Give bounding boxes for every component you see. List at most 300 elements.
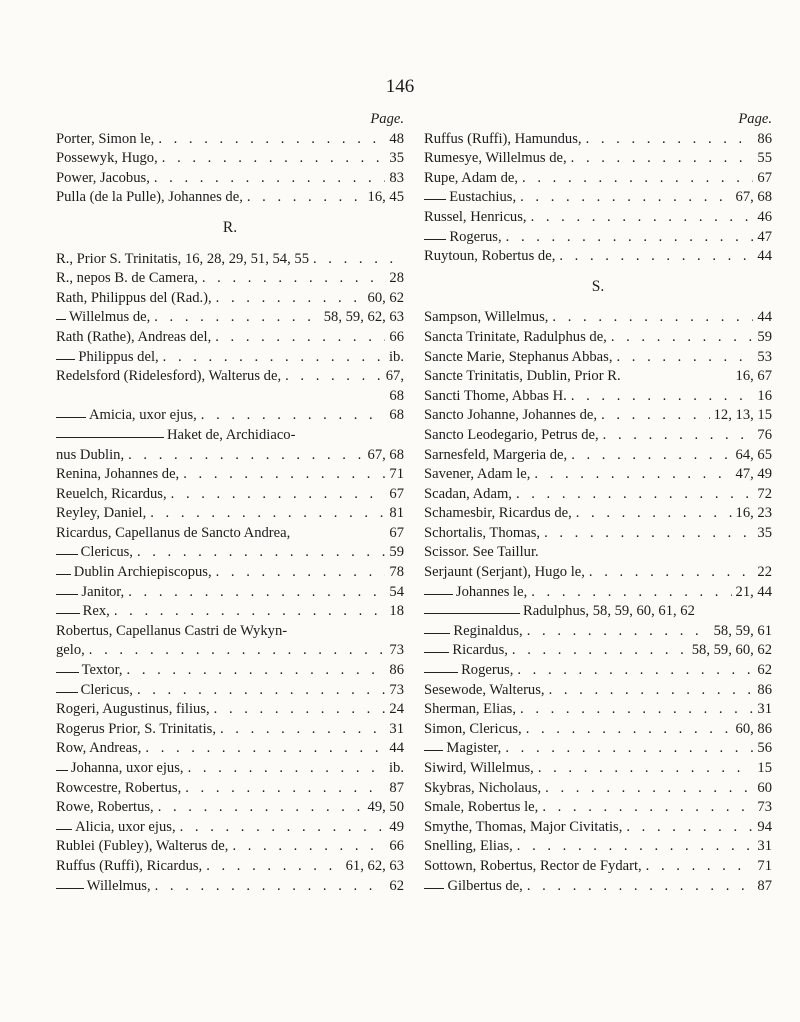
entry-pages: 44 xyxy=(757,248,772,265)
entry-name: Reuelch, Ricardus, xyxy=(56,485,167,502)
entry-name: Russel, Henricus, xyxy=(424,208,527,225)
entry-name: Rogerus, xyxy=(461,662,514,679)
dot-leaders xyxy=(89,641,386,661)
index-entry xyxy=(56,367,404,387)
dot-leaders xyxy=(527,877,754,897)
ditto-dash xyxy=(56,574,71,575)
index-entry xyxy=(424,798,772,818)
index-entry xyxy=(424,208,772,228)
entry-name: Sherman, Elias, xyxy=(424,701,517,718)
dot-leaders xyxy=(505,739,753,759)
index-entry xyxy=(56,818,404,838)
ditto-dash xyxy=(56,554,78,555)
index-entry xyxy=(424,700,772,720)
index-entry xyxy=(56,583,404,603)
ditto-dash xyxy=(424,199,446,200)
index-entry xyxy=(56,269,404,289)
index-entry xyxy=(424,641,772,661)
index-column-right xyxy=(424,110,772,896)
entry-pages: 48 xyxy=(389,130,404,147)
entry-name: Clericus, xyxy=(80,681,133,698)
index-entry xyxy=(56,779,404,799)
index-entry xyxy=(56,798,404,818)
index-entry xyxy=(56,857,404,877)
index-entry xyxy=(424,563,772,583)
index-entry xyxy=(424,228,772,248)
dot-leaders xyxy=(150,504,385,524)
dot-leaders xyxy=(183,465,385,485)
entry-name: Siwird, Willelmus, xyxy=(424,760,534,776)
index-entry xyxy=(424,524,772,544)
page-number: 146 xyxy=(385,76,415,97)
dot-leaders xyxy=(544,524,753,544)
dot-leaders xyxy=(603,426,754,446)
dot-leaders xyxy=(285,367,382,387)
index-entry xyxy=(56,700,404,720)
entry-pages: 49, 50 xyxy=(367,799,404,816)
entry-pages: 71 xyxy=(757,857,772,874)
entry-pages: 49 xyxy=(389,818,404,835)
ditto-dash xyxy=(424,613,520,614)
entry-pages: 56 xyxy=(757,740,772,757)
index-entry xyxy=(424,720,772,740)
entry-name: Reyley, Daniel, xyxy=(56,505,147,522)
entries-top-left xyxy=(56,130,404,208)
entry-name: Rublei (Fubley), Walterus de, xyxy=(56,838,229,855)
entry-pages: 28 xyxy=(389,270,404,287)
entry-name: Porter, Simon le, xyxy=(56,130,155,147)
index-entry xyxy=(424,583,772,603)
dot-leaders xyxy=(534,465,731,485)
entry-pages: 60, 62 xyxy=(367,289,404,306)
entry-pages: 67 xyxy=(389,524,404,541)
entry-pages: 81 xyxy=(389,505,404,522)
entry-name: Sancto Johanne, Johannes de, xyxy=(424,407,598,424)
ditto-dash xyxy=(424,633,450,634)
entry-pages: 86 xyxy=(389,662,404,679)
entry-pages: 73 xyxy=(389,681,404,698)
dot-leaders xyxy=(571,149,754,169)
entry-name: Ruffus (Ruffi), Ricardus, xyxy=(56,857,203,874)
entry-name: Rupe, Adam de, xyxy=(424,169,519,186)
entry-pages: 68 xyxy=(389,407,404,424)
entry-name: R., nepos B. de Camera, xyxy=(56,270,198,287)
index-entry xyxy=(424,247,772,267)
dot-leaders xyxy=(216,563,386,583)
entry-pages: 18 xyxy=(389,603,404,620)
dot-leaders xyxy=(158,130,385,150)
entry-pages: 53 xyxy=(757,348,772,365)
entry-pages: 76 xyxy=(757,426,772,443)
dot-leaders xyxy=(517,837,754,857)
index-entry xyxy=(56,837,404,857)
entry-name: Rumesye, Willelmus de, xyxy=(424,150,567,167)
ditto-dash xyxy=(56,672,79,673)
entry-pages: 54 xyxy=(389,583,404,600)
ditto-dash xyxy=(56,692,78,693)
dot-leaders xyxy=(247,188,364,208)
dot-leaders xyxy=(626,818,753,838)
dot-leaders xyxy=(611,328,754,348)
entry-pages: 12, 13, 15 xyxy=(713,407,772,424)
dot-leaders xyxy=(545,779,753,799)
index-entry xyxy=(424,857,772,877)
entry-pages: 78 xyxy=(389,564,404,581)
entry-name: Radulphus, 58, 59, 60, 61, 62 xyxy=(523,603,695,620)
ditto-dash xyxy=(424,750,443,751)
dot-leaders xyxy=(163,348,385,368)
entry-name: Alicia, uxor ejus, xyxy=(75,818,176,835)
entry-pages: 87 xyxy=(389,779,404,796)
entry-pages: 55 xyxy=(757,150,772,167)
dot-leaders xyxy=(646,857,754,877)
index-entry xyxy=(56,149,404,169)
entry-name: Johanna, uxor ejus, xyxy=(70,760,184,776)
page-column-label: Page. xyxy=(738,111,772,127)
index-entry xyxy=(424,130,772,150)
index-entry xyxy=(56,485,404,505)
entry-pages: 62 xyxy=(757,662,772,679)
entry-pages: 67 xyxy=(757,169,772,186)
ditto-dash xyxy=(424,672,458,673)
dot-leaders xyxy=(520,700,753,720)
index-entry xyxy=(424,681,772,701)
index-entry xyxy=(56,720,404,740)
entry-name: Sancti Thome, Abbas H. xyxy=(424,387,567,404)
index-entry xyxy=(56,130,404,150)
entry-name: Power, Jacobus, xyxy=(56,169,150,186)
ditto-dash xyxy=(56,594,78,595)
index-entry xyxy=(56,188,404,208)
entry-name: Ricardus, xyxy=(452,642,508,659)
dot-leaders xyxy=(154,169,386,189)
index-entry xyxy=(56,563,404,583)
entry-name: Amicia, uxor ejus, xyxy=(88,407,197,424)
entry-name: Willelmus, xyxy=(86,877,151,894)
entry-name: Rath, Philippus del (Rad.), xyxy=(56,289,212,306)
entry-pages: 73 xyxy=(757,799,772,816)
entry-pages: 67, 68 xyxy=(367,446,404,463)
entry-name: Sancte Marie, Stephanus Abbas, xyxy=(424,348,613,365)
ditto-dash xyxy=(424,652,449,653)
dot-leaders xyxy=(571,446,731,466)
entry-name: Schamesbir, Ricardus de, xyxy=(424,505,572,522)
dot-leaders xyxy=(188,759,385,779)
entry-pages: 31 xyxy=(389,720,404,737)
entry-name: Rex, xyxy=(82,603,110,620)
entry-pages: ib. xyxy=(389,348,404,365)
dot-leaders xyxy=(576,504,732,524)
dot-leaders xyxy=(531,583,731,603)
entry-name: Savener, Adam le, xyxy=(424,466,531,483)
dot-leaders xyxy=(171,485,386,505)
index-column-left xyxy=(56,110,404,896)
index-entry xyxy=(56,681,404,701)
entry-pages: 66 xyxy=(389,328,404,345)
ditto-dash xyxy=(56,829,72,830)
entry-name: Smythe, Thomas, Major Civitatis, xyxy=(424,818,623,835)
index-entry xyxy=(424,759,772,779)
entry-name: Sottown, Robertus, Rector de Fydart, xyxy=(424,857,642,874)
entry-name: Haket de, Archidiaco- xyxy=(167,426,296,443)
entry-name: Serjaunt (Serjant), Hugo le, xyxy=(424,564,585,581)
entry-pages: 47 xyxy=(757,228,772,245)
dot-leaders xyxy=(137,543,385,563)
dot-leaders xyxy=(516,485,753,505)
entry-pages: 86 xyxy=(757,130,772,147)
entry-pages: 72 xyxy=(757,485,772,502)
entry-pages: ib. xyxy=(389,760,404,776)
entry-name: Sesewode, Walterus, xyxy=(424,681,545,698)
entry-name: Sancto Leodegario, Petrus de, xyxy=(424,426,599,443)
dot-leaders xyxy=(512,641,688,661)
dot-leaders xyxy=(128,446,363,466)
entry-name: Gilbertus de, xyxy=(447,877,523,894)
dot-leaders xyxy=(517,661,753,681)
entry-name: Row, Andreas, xyxy=(56,740,142,757)
entry-name: Redelsford (Ridelesford), Walterus de, xyxy=(56,368,282,385)
index-entry xyxy=(56,446,404,466)
index-entry xyxy=(424,504,772,524)
entry-pages: 83 xyxy=(389,169,404,186)
index-entry xyxy=(424,543,772,563)
dot-leaders xyxy=(520,188,731,208)
entry-name: gelo, xyxy=(56,642,85,659)
entries-r xyxy=(56,250,404,897)
entry-name: Smale, Robertus le, xyxy=(424,799,539,816)
index-entry xyxy=(424,779,772,799)
entry-name: Rowe, Robertus, xyxy=(56,799,154,816)
entry-pages: 58, 59, 61 xyxy=(713,622,772,639)
index-entry xyxy=(424,348,772,368)
dot-leaders xyxy=(552,308,753,328)
entry-name: Sampson, Willelmus, xyxy=(424,309,549,326)
entry-pages: 59 xyxy=(757,328,772,345)
index-entry xyxy=(56,426,404,446)
entry-name: Johannes le, xyxy=(455,583,528,600)
dot-leaders xyxy=(162,149,386,169)
dot-leaders xyxy=(589,563,754,583)
dot-leaders xyxy=(154,308,319,328)
dot-leaders xyxy=(571,387,754,407)
entry-pages: 46 xyxy=(757,208,772,225)
entry-pages: 87 xyxy=(757,877,772,894)
entry-name: Scissor. See Taillur. xyxy=(424,544,539,561)
entry-name: Textor, xyxy=(81,662,123,679)
index-entry xyxy=(56,250,404,270)
dot-leaders xyxy=(202,269,386,289)
entry-pages: 15 xyxy=(757,760,772,776)
index-entry xyxy=(56,289,404,309)
ditto-dash xyxy=(424,888,444,889)
entry-name: Schortalis, Thomas, xyxy=(424,524,541,541)
dot-leaders xyxy=(526,720,732,740)
entry-pages: 67 xyxy=(389,485,404,502)
entry-name: Snelling, Elias, xyxy=(424,838,513,855)
ditto-dash xyxy=(56,359,75,360)
dot-leaders xyxy=(127,661,386,681)
entry-name: Dublin Archiepiscopus, xyxy=(73,564,212,581)
ditto-dash xyxy=(56,888,84,889)
entry-name: Rowcestre, Robertus, xyxy=(56,779,182,796)
entry-name: Scadan, Adam, xyxy=(424,485,512,502)
entry-pages: 35 xyxy=(389,150,404,167)
index-entry xyxy=(424,169,772,189)
dot-leaders xyxy=(180,818,386,838)
index-entry xyxy=(424,622,772,642)
entry-pages: 59 xyxy=(389,544,404,561)
entry-name: Sancte Trinitatis, Dublin, Prior R. xyxy=(424,368,621,385)
dot-leaders xyxy=(216,289,364,309)
entry-pages: 67, 68 xyxy=(735,189,772,206)
entry-pages: 62 xyxy=(389,877,404,894)
entry-name: Rogeri, Augustinus, filius, xyxy=(56,701,210,718)
index-entry xyxy=(424,661,772,681)
index-entry-continuation: 68 xyxy=(389,387,404,404)
entry-name: Clericus, xyxy=(80,544,133,561)
index-entry xyxy=(424,406,772,426)
entry-pages: 31 xyxy=(757,838,772,855)
entry-pages: 16 xyxy=(757,387,772,404)
index-entry xyxy=(56,328,404,348)
dot-leaders xyxy=(220,720,385,740)
index-entry xyxy=(56,504,404,524)
index-entry xyxy=(424,465,772,485)
entry-pages: 60 xyxy=(757,779,772,796)
entry-name: Rath (Rathe), Andreas del, xyxy=(56,328,212,345)
index-entry xyxy=(424,739,772,759)
entry-name: Willelmus de, xyxy=(68,309,151,326)
section-heading-r: R. xyxy=(222,218,238,236)
entry-name: Sarnesfeld, Margeria de, xyxy=(424,446,568,463)
entry-name: Pulla (de la Pulle), Johannes de, xyxy=(56,189,243,206)
dot-leaders xyxy=(215,328,385,348)
entry-pages: 64, 65 xyxy=(735,446,772,463)
entry-pages: 67, xyxy=(385,368,404,385)
index-entry xyxy=(424,426,772,446)
dot-leaders xyxy=(549,681,754,701)
dot-leaders xyxy=(531,208,754,228)
entry-pages: 58, 59, 60, 62 xyxy=(691,642,772,659)
index-entry xyxy=(56,348,404,368)
entry-pages: 73 xyxy=(389,642,404,659)
ditto-dash xyxy=(424,239,446,240)
index-entry xyxy=(56,169,404,189)
entry-name: Skybras, Nicholaus, xyxy=(424,779,542,796)
entry-pages: 35 xyxy=(757,524,772,541)
entries-top-right xyxy=(424,130,772,267)
entry-pages: 61, 62, 63 xyxy=(345,857,404,874)
index-entry xyxy=(56,406,404,426)
ditto-dash xyxy=(56,437,164,438)
entry-pages: 44 xyxy=(757,309,772,326)
index-entry xyxy=(424,602,772,622)
dot-leaders xyxy=(128,583,385,603)
index-entry xyxy=(56,877,404,897)
entry-pages: 86 xyxy=(757,681,772,698)
index-entry xyxy=(56,543,404,563)
dot-leaders xyxy=(155,877,386,897)
entry-pages: 66 xyxy=(389,838,404,855)
index-entry xyxy=(424,308,772,328)
dot-leaders xyxy=(616,348,753,368)
entry-pages: 71 xyxy=(389,466,404,483)
entry-name: Rogerus Prior, S. Trinitatis, xyxy=(56,720,216,737)
index-entry xyxy=(424,149,772,169)
dot-leaders xyxy=(506,228,754,248)
entry-name: Rogerus, xyxy=(449,228,502,245)
dot-leaders xyxy=(559,247,753,267)
index-entry xyxy=(424,818,772,838)
entry-name: Sancta Trinitate, Radulphus de, xyxy=(424,328,607,345)
ditto-dash xyxy=(56,319,66,320)
dot-leaders xyxy=(158,798,364,818)
dot-leaders xyxy=(145,739,385,759)
dot-leaders xyxy=(601,406,710,426)
entry-pages: 21, 44 xyxy=(735,583,772,600)
index-entry xyxy=(56,661,404,681)
entry-pages: 44 xyxy=(389,740,404,757)
entry-name: Ricardus, Capellanus de Sancto Andrea, xyxy=(56,524,291,541)
index-entry xyxy=(56,641,404,661)
entry-pages: 22 xyxy=(757,564,772,581)
entry-name: Janitor, xyxy=(81,583,125,600)
entry-name: Possewyk, Hugo, xyxy=(56,150,158,167)
index-entry xyxy=(424,446,772,466)
entry-pages: 94 xyxy=(757,818,772,835)
dot-leaders xyxy=(214,700,386,720)
entry-pages: 16, 23 xyxy=(735,505,772,522)
index-entry xyxy=(424,837,772,857)
dot-leaders xyxy=(527,622,710,642)
entry-name: Simon, Clericus, xyxy=(424,720,522,737)
entries-s xyxy=(424,308,772,896)
page-column-label: Page. xyxy=(370,111,404,127)
dot-leaders xyxy=(206,857,341,877)
entry-pages: 16, 67 xyxy=(735,368,772,385)
dot-leaders xyxy=(201,406,386,426)
entry-pages: 31 xyxy=(757,701,772,718)
ditto-dash xyxy=(56,613,80,614)
index-entry xyxy=(424,188,772,208)
ditto-dash xyxy=(56,417,86,418)
entry-name: Philippus del, xyxy=(78,348,159,365)
entry-name: Renina, Johannes de, xyxy=(56,466,180,483)
dot-leaders xyxy=(538,759,754,779)
entry-pages: 16, 45 xyxy=(367,189,404,206)
entry-pages: 24 xyxy=(389,701,404,718)
index-entry xyxy=(56,465,404,485)
entry-name: Eustachius, xyxy=(449,189,517,206)
index-entry xyxy=(424,367,772,387)
dot-leaders xyxy=(114,602,386,622)
entry-name: R., Prior S. Trinitatis, 16, 28, 29, 51, 54, 55 xyxy=(56,250,309,267)
entry-pages: 47, 49 xyxy=(735,466,772,483)
dot-leaders xyxy=(586,130,754,150)
dot-leaders xyxy=(232,837,385,857)
dot-leaders xyxy=(185,779,385,799)
dot-leaders xyxy=(522,169,753,189)
entry-pages: 58, 59, 62, 63 xyxy=(323,309,404,326)
dot-leaders xyxy=(313,250,400,270)
entry-name: Robertus, Capellanus Castri de Wykyn- xyxy=(56,622,288,639)
dot-leaders xyxy=(137,681,385,701)
dot-leaders xyxy=(542,798,753,818)
index-entry xyxy=(56,759,404,779)
index-entry xyxy=(424,387,772,407)
ditto-dash xyxy=(56,770,68,771)
entry-name: Ruytoun, Robertus de, xyxy=(424,248,556,265)
